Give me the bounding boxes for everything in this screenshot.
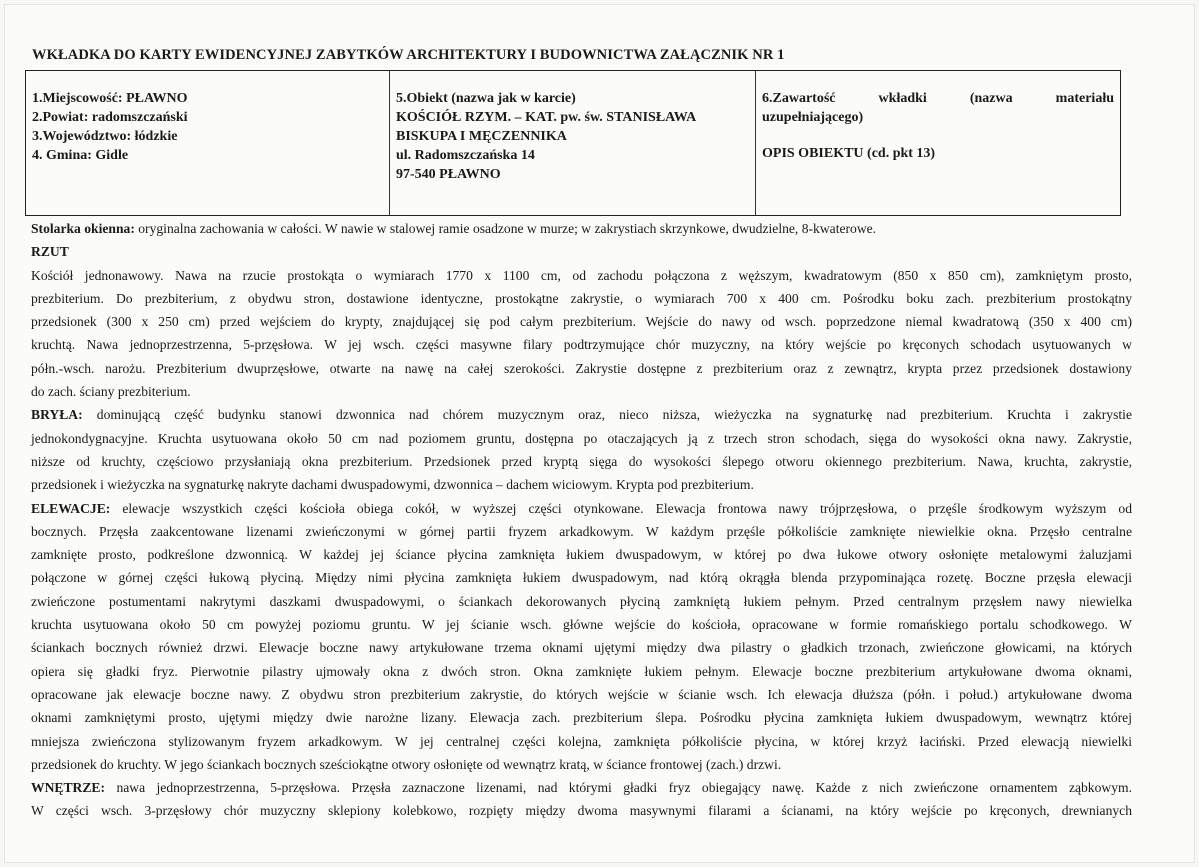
bryla-paragraph: [31, 403, 1132, 496]
text-line: zamknięte prosto, podkreślone dzwonnicą. W każdej jej ściance płycina zamknięta łukiem dwuspadowym, w której po dwa łukowe otwory osłonięte metalowymi żaluzjami: [31, 547, 1132, 563]
elewacje-paragraph: [31, 497, 1132, 777]
text-line: półn.-wsch. narożu. Prezbiterium dwuprzęsłowe, otwarte na nawę na całej szerokości. Zakrystie dostępne z prezbiterium oraz z zewnątrz, krypta przez przedsionek dostawiony: [31, 360, 1132, 376]
locality: 1.Miejscowość: PŁAWNO: [32, 91, 188, 106]
contents-description: OPIS OBIEKTU (cd. pkt 13): [762, 146, 936, 161]
contents-label-line1: [762, 89, 1114, 108]
header-table: [25, 70, 1121, 216]
text-line: [31, 776, 1132, 799]
bryla-heading: BRYŁA:: [31, 407, 83, 423]
text-line: przedsionek i wieżyczka na sygnaturkę nakryte dachami dwuspadowymi, dzwonnica – dachem wiciowym. Krypta pod prezbiterium.: [31, 477, 754, 493]
contents-word: 6.Zawartość: [762, 91, 836, 106]
rzut-paragraph: [31, 264, 1132, 404]
text-line: zwieńczone postumentami nakrytymi daszkami dwuspadowymi, o ściankach dekorowanych płyciną zamkniętą łukiem pełnym. Przed centralnym przęsłem nawy niewielka: [31, 593, 1132, 609]
text-line: [31, 497, 1132, 520]
object-name-line2: BISKUPA I MĘCZENNIKA: [396, 129, 567, 144]
district: 2.Powiat: radomszczański: [32, 110, 188, 125]
commune: 4. Gmina: Gidle: [32, 148, 129, 163]
stolarka-text: oryginalna zachowania w całości. W nawie w stalowej ramie osadzone w murze; w zakrystiach skrzynkowe, dwudzielne, 8-kwaterowe.: [134, 221, 877, 236]
text-span: nawa jednoprzestrzenna, 5-przęsłowa. Przęsła zaznaczone lizenami, nad którymi gładki fryz obiegający nawę. Każde z nich zwieńczone ornamentem ząbkowym.: [105, 780, 1132, 796]
text-line: oknami zamkniętymi prosto, ujętymi między dwie narożne lizany. Elewacja zach. prezbiterium ślepa. Pośrodku płycina zamknięta łukiem dwuspadowym, wewnątrz której: [31, 710, 1132, 726]
contents-word: wkładki: [878, 91, 927, 106]
voivodeship: 3.Województwo: łódzkie: [32, 129, 178, 144]
object-name-line1: KOŚCIÓŁ RZYM. – KAT. pw. św. STANISŁAWA: [396, 110, 697, 125]
rzut-heading: RZUT: [31, 244, 69, 260]
object-postal: 97-540 PŁAWNO: [396, 167, 501, 182]
text-line: do zach. ściany prezbiterium.: [31, 384, 191, 400]
text-line: [31, 403, 1132, 426]
contents-word: (nazwa: [969, 91, 1013, 106]
text-line: W części wsch. 3-przęsłowy chór muzyczny sklepiony kolebkowo, rozpięty między dwoma masywnymi filarami a ścianami, na który wejście po kręconych, drewnianych: [31, 803, 1132, 819]
stolarka-paragraph: [31, 217, 1132, 240]
elewacje-heading: ELEWACJE:: [31, 500, 111, 516]
text-line: przedsionek do kruchty. W jego ściankach bocznych sześciokątne otwory osłonięte od wewnątrz kratą, w ściance frontowej (zach.) drzwi.: [31, 756, 782, 772]
text-line: ściankach bocznych również drzwi. Elewacje boczne nawy artykułowane trzema oknami ujętymi między dwa pilastry o gładkich trzonach, zwieńczone głowicami, na których: [31, 640, 1132, 656]
text-line: opracowane jak elewacje boczne nawy. Z obydwu stron prezbiterium zakrystie, do których wejście w ścianie wsch. Ich elewacja dłuższa (półn. i połud.) artykułowane dwoma: [31, 686, 1132, 702]
object-street: ul. Radomszczańska 14: [396, 148, 535, 163]
description-body: [31, 217, 1132, 823]
text-line: opiera się gładki fryz. Pierwotnie pilastry ujmowały okna z dwóch stron. Okna zamknięte łukiem pełnym. Elewacje boczne prezbiterium artykułowane dwoma oknami,: [31, 663, 1132, 679]
text-line: jednokondygnacyjne. Kruchta usytuowana około 50 cm nad poziomem gruntu, dostępna po otaczających ją z trzech stron schodach, sięga do wysokości okna nawy. Zakrystie,: [31, 430, 1132, 446]
wnetrze-heading: WNĘTRZE:: [31, 780, 106, 796]
text-line: połączone w górnej części łukową płyciną. Między nimi płycina zamknięta łukiem dwuspadowym, nad którą okrągła blenda przypominająca rozetę. Boczne przęsła elewacji: [31, 570, 1132, 586]
contents-word: materiału: [1055, 91, 1114, 106]
text-line: Kościół jednonawowy. Nawa na rzucie prostokąta o wymiarach 1770 x 1100 cm, od zachodu połączona z węższym, kwadratowym (850 x 850 cm), zamkniętym prosto,: [31, 267, 1132, 283]
object-column: [390, 71, 756, 215]
text-line: kruchtą. Nawa jednoprzestrzenna, 5-przęsłowa. W jej wsch. części masywne filary podtrzymujące chór muzyczny, na który wejście po kręconych schodach usytuowanych w: [31, 337, 1132, 353]
text-span: elewacje wszystkich części kościoła obiega cokół, w wyższej części otynkowane. Elewacja frontowa nawy trójprzęsłowa, o przęśle środkowym wyższym od: [110, 500, 1132, 516]
text-line: niższe od kruchty, częściowo przysłaniają okna prezbiterium. Przedsionek przed kryptą sięga do wysokości ślepego otworu okiennego prezbiterium. Nawa, kruchta, zakrystie,: [31, 453, 1132, 469]
document-title: WKŁADKA DO KARTY EWIDENCYJNEJ ZABYTKÓW ARCHITEKTURY I BUDOWNICTWA ZAŁĄCZNIK NR 1: [32, 47, 785, 63]
text-line: kruchta usytuowana około 50 cm powyżej poziomu gruntu. W jej ścianie wsch. główne wejście do kościoła, opracowane w formie romańskiego portalu schodkowego. W: [31, 617, 1132, 633]
text-line: prezbiterium. Do prezbiterium, z obydwu stron, dostawione identyczne, prostokątne zakrystie, o wymiarach 700 x 400 cm. Pośrodku boku zach. prezbiterium prostokątny: [31, 290, 1132, 306]
wnetrze-paragraph: [31, 776, 1132, 823]
location-column: [26, 71, 390, 215]
stolarka-heading: Stolarka okienna:: [31, 221, 135, 236]
contents-label-line2: uzupełniającego): [762, 110, 864, 125]
text-line: przedsionek (300 x 250 cm) przed wejściem do krypty, znajdującej się pod całym prezbiterium. Wejście do nawy od wsch. poprzedzone niemal kwadratową (350 x 400 cm): [31, 314, 1132, 330]
contents-column: [756, 71, 1120, 215]
text-line: mniejsza zwieńczona stylizowanym fryzem arkadkowym. W jej centralnej części kolejna, zamknięta półkoliście płycina, w której krzyż łaciński. Przed elewacją niewielki: [31, 733, 1132, 749]
text-line: bocznych. Przęsła zaakcentowane lizenami zwieńczonymi w górnej partii fryzem arkadkowym. W każdym przęśle półkoliście zamknięte niewielkie okna. Przęsło centralne: [31, 523, 1132, 539]
object-label: 5.Obiekt (nazwa jak w karcie): [396, 91, 576, 106]
text-span: dominującą część budynku stanowi dzwonnica nad chórem muzycznym oraz, nieco niższa, wieżyczka na sygnaturkę nad prezbiterium. Kruchta i zakrystie: [82, 407, 1132, 423]
